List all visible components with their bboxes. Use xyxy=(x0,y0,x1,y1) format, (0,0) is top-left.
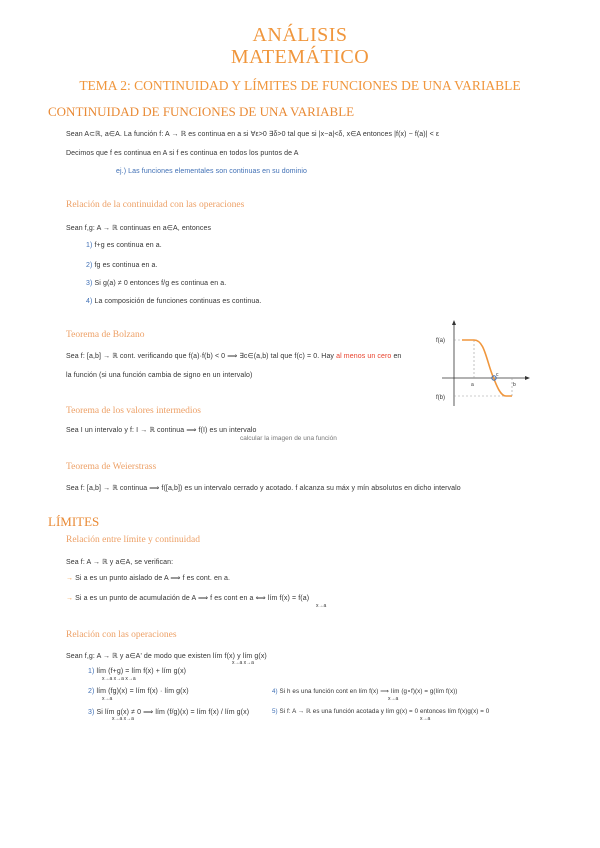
graph-x-arrow xyxy=(525,376,530,380)
subheading-limit-operations: Relación con las operaciones xyxy=(66,630,177,640)
operation-item: 2) fg es continua en a. xyxy=(86,262,158,269)
example-elementary-functions: ej.) Las funciones elementales son continuas en su dominio xyxy=(116,168,308,175)
subheading-weierstrass: Teorema de Weierstrass xyxy=(66,462,157,472)
operations-intro: Sean f,g: A → ℝ continuas en a∈A, entonces xyxy=(66,225,212,232)
subheading-bolzano: Teorema de Bolzano xyxy=(66,330,145,340)
limit-operation-item: 2) lím (fg)(x) = lím f(x) · lím g(x) xyxy=(88,688,189,695)
limit-operation-item: 1) lím (f+g) = lím f(x) + lím g(x) xyxy=(88,668,187,675)
graph-y-arrow xyxy=(452,320,456,325)
limit-subscript: x→a xyxy=(388,696,399,702)
section-heading-limits: LÍMITES xyxy=(48,514,100,529)
limit-subscript: x→a x→a xyxy=(232,660,254,666)
limit-operation-item: 4) Si h es una función cont en lím f(x) ⟹ lím (g∘f)(x) = g(lím f(x)) xyxy=(272,688,458,695)
limit-operations-intro: Sean f,g: A → ℝ y a∈A' de modo que existen lím f(x) y lím g(x) xyxy=(66,653,267,660)
limit-subscript: x→a x→a x→a xyxy=(102,676,136,682)
continuity-on-set: Decimos que f es continua en A si f es continua en todos los puntos de A xyxy=(66,150,299,157)
continuity-definition: Sean A⊂ℝ, a∈A. La función f: A → ℝ es continua en a si ∀ε>0 ∃δ>0 tal que si |x−a|<δ, x∈A entonces |f(x) − f(a)| < ε xyxy=(66,131,440,138)
graph-label-a: a xyxy=(471,382,474,388)
topic-heading: TEMA 2: CONTINUIDAD Y LÍMITES DE FUNCIONES DE UNA VARIABLE xyxy=(79,78,521,93)
limit-continuity-item: → Si a es un punto aislado de A ⟹ f es cont. en a. xyxy=(66,575,231,582)
operation-item: 4) La composición de funciones continuas es continua. xyxy=(86,298,262,305)
subheading-continuity-operations: Relación de la continuidad con las operaciones xyxy=(66,200,245,210)
operation-item: 3) Si g(a) ≠ 0 entonces f/g es continua en a. xyxy=(86,280,227,287)
subheading-limit-continuity: Relación entre límite y continuidad xyxy=(66,535,201,545)
limit-subscript: x→a xyxy=(316,603,327,609)
graph-label-b: b xyxy=(513,382,516,388)
limit-continuity-intro: Sea f: A → ℝ y a∈A, se verifican: xyxy=(66,559,174,566)
limit-subscript: x→a xyxy=(420,716,431,722)
intermediate-statement: Sea I un intervalo y f: I → ℝ continua ⟹ f(I) es un intervalo xyxy=(66,427,257,434)
graph-label-fa: f(a) xyxy=(436,338,445,344)
document-title-line1: ANÁLISIS xyxy=(252,24,348,46)
document-title-line2: MATEMÁTICO xyxy=(230,46,370,68)
bolzano-statement: Sea f: [a,b] → ℝ cont. verificando que f(a)·f(b) < 0 ⟹ ∃c∈(a,b) tal que f(c) = 0. Hay al menos un cero en xyxy=(66,353,402,360)
graph-function-curve xyxy=(462,340,512,396)
bolzano-graph xyxy=(434,318,534,410)
limit-operation-item: 3) Si lím g(x) ≠ 0 ⟹ lím (f/g)(x) = lím f(x) / lím g(x) xyxy=(88,709,250,716)
graph-label-fb: f(b) xyxy=(436,395,445,401)
limit-subscript: x→a x→a xyxy=(112,716,134,722)
weierstrass-statement: Sea f: [a,b] → ℝ continua ⟹ f([a,b]) es un intervalo cerrado y acotado. f alcanza su máx y mín absolutos en dicho intervalo xyxy=(66,485,461,492)
section-heading-continuity: CONTINUIDAD DE FUNCIONES DE UNA VARIABLE xyxy=(48,104,355,119)
limit-operation-item: 5) Si f: A → ℝ es una función acotada y lím g(x) = 0 entonces lím f(x)g(x) = 0 xyxy=(272,708,490,715)
limit-subscript: x→a xyxy=(102,696,113,702)
limit-continuity-item: → Si a es un punto de acumulación de A ⟹ f es cont en a ⟺ lím f(x) = f(a) xyxy=(66,595,310,602)
operation-item: 1) f+g es continua en a. xyxy=(86,242,162,249)
graph-label-c: c xyxy=(496,372,499,378)
intermediate-note: calcular la imagen de una función xyxy=(240,435,337,442)
subheading-intermediate-values: Teorema de los valores intermedios xyxy=(66,406,201,416)
bolzano-explanation: la función (si una función cambia de signo en un intervalo) xyxy=(66,372,253,379)
